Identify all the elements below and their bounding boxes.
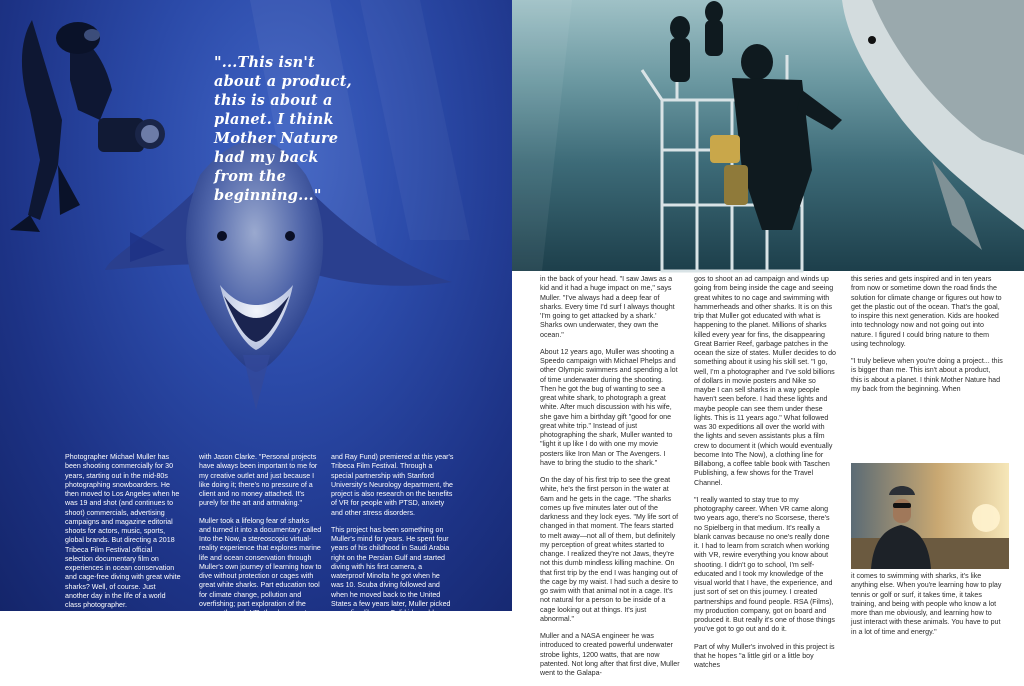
photographer-portrait (851, 463, 1009, 569)
cage-diving-illustration (512, 0, 1024, 271)
article-column-left-1 (65, 453, 181, 673)
article-column-right-3 (851, 275, 1003, 402)
paragraph: this series and gets inspired and in ten years from now or sometime down the road finds the solution for climate change or figures out how to get the plastic out of the ocean. That's the goal, to inspire this next generation. Kids are hooked into technology now and not going out into nature. I figured I could bring nature to them using technology. (851, 275, 1002, 348)
paragraph: with Jason Clarke. "Personal projects have always been important to me for my creative outlet and just because I like doing it; there's no pressure of a client and no money attached. It's purely for the art and artmaking." (199, 453, 318, 508)
cage-diving-photo (512, 0, 1024, 271)
paragraph: On the day of his first trip to see the great white, he's the first person in the water at 6am and he gets in the cage. "The sharks comes up five minutes later out of the darkness and they lock eyes. "My life sort of changed in that moment. The fears started to melt away—not all of them, but definitely my perception of great whites started to change. I realized they're not Jaws, they're not this dumb mindless killing machine. On that first trip by the end I was hanging out of the cage by my waist. I had such a desire to go swim with that animal not in a cage. It's not natural for a person to be inside of a cage looking out at things. It's just abnormal." (540, 476, 679, 623)
paragraph: Muller took a lifelong fear of sharks and turned it into a documentary called Into the Now, a stereoscopic virtual-reality experience that explores marine life and ocean conservation through Muller's own journey of learning how to dive without protection or cages with great white sharks. Part education tool for climate change, pollution and overfishing; part exploration of the oceans through VR, the documentary (partnered with the Leonardo DiCaprio Foundation's Shark (199, 516, 322, 636)
paragraph: "I really wanted to stay true to my photography career. When VR came along two years ago, there's no Scorsese, there's no Spielberg in that medium. It's really a blank canvas because no one's really done it. I had to learn from scratch when working with VR, rewire everything you know about shooting. I didn't go to school, I'm self-educated and I took my knowledge of the visual world that I have, the experience, and just sort of set on this journey. I created partnerships and found people. RSA (Films), my production company, got on board and produced it. But really it's one of those things you've got to go out and do it. (694, 495, 835, 634)
paragraph: About 12 years ago, Muller was shooting a Speedo campaign with Michael Phelps and other Olympic swimmers and spending a lot of time underwater during the shooting. Then he got the bug of wanting to see a great white shark, to photograph a great white. After much discussion with his wife, she gave him a birthday gift "good for one great white trip." Instead of just photographing the shark, Muller wanted to "light it up like I do with one my movie posters like Iron Man or The Avengers. I have to bring the studio to the shark." (540, 347, 678, 467)
paragraph: gos to shoot an ad campaign and winds up going from being inside the cage and seeing great whites to no cage and swimming with hammerheads and other sharks. It is on this trip that Muller got educated with what is happening to the planet. Millions of sharks killed every year for fins, the disappearing Great Barrier Reef, garbage patches in the ocean the size of states. Muller decides to do something about it using his skill set. "I go, well, I'm a photographer and I've sold billions of dollars in movie posters and Nike so maybe I can sell sharks in a way people haven't seen before. I had these lights and maybe people can see them under these lights. This is 11 years ago." What followed was 30 expeditions all over the world with the lights and seven assistants plus a film crew to document it (which would eventually become Into The Now), a clothing line for Billabong, a coffee table book with Taschen Publishing, a few shows for the Travel Channel. (694, 275, 836, 487)
diver-figure (10, 20, 165, 232)
paragraph: and Ray Fund) premiered at this year's Tribeca Film Festival. Through a special partnership with Stanford University's Neurology department, the project is also research on the benefits of VR for people with PTSD, anxiety and other stress disorders. (331, 453, 454, 517)
pull-quote: "...This isn't about a product, this is about a planet. I think Mother Nature had my back from the beginning..." (214, 54, 352, 204)
portrait-illustration (851, 463, 1009, 569)
paragraph: Photographer Michael Muller has been shooting commercially for 30 years, starting out in the mid-80s photographing snowboarders. He then moved to Los Angeles when he was 19 and shot (and continues to shoot) commercials, advertising campaigns and magazine editorial shoots for actors, music, sports, global brands. But directing a 2018 Tribeca Film Festival official selection documentary film on experiences in ocean conservation and cage-free diving with great white sharks? Well, of course. Just another day in the life of a world class photographer. (65, 453, 181, 609)
article-column-left-2 (199, 453, 322, 645)
paragraph: This project has been something on Muller's mind for years. He spent four years of his childhood in Saudi Arabia right on the Persian Gulf and started diving with his first camera, a waterproof Minolta he got when he was 10. Scuba diving followed and when he moved back to the United States a few years later, Muller picked up surfing like any Cali kid would. Northern California is known for a high concentration of great whites so it's always (331, 525, 452, 645)
shark-right (842, 0, 1024, 250)
article-column-right-1 (540, 275, 680, 686)
paragraph: Muller and a NASA engineer he was introduced to created powerful underwater strobe lights, 1200 watts, that are now patented. Not long after that first dive, Muller went to the Galapa- (540, 632, 680, 677)
paragraph: in the back of your head. "I saw Jaws as a kid and it had a huge impact on me," says Muller. "I've always had a deep fear of sharks. Every time I'd surf I always thought 'I'm going to get attacked by a shark.' Sharks own underwater, they own the ocean." (540, 275, 675, 339)
article-column-right-3-continued (851, 572, 1003, 645)
paragraph: "I've always made it a point to do personal projects over the course of my career," says Muller, who also happened to shoot this issue's cover story (65, 618, 180, 664)
paragraph: Part of why Muller's involved in this project is that he hopes "a little girl or a little boy watches (694, 642, 835, 669)
paragraph: "I truly believe when you're doing a project... this is bigger than me. This isn't about a product, this is about a planet. I think Mother Nature had my back from the beginning. When (851, 357, 1003, 393)
paragraph: it comes to swimming with sharks, it's like anything else. When you're learning how to play tennis or golf or surf, it takes time, it takes training, and being with people who know a lot more than me obviously, and learning how to just interact with these animals. You have to put in a lot of time and energy." (851, 572, 1002, 636)
article-column-left-3 (331, 453, 454, 654)
left-page (0, 0, 512, 664)
article-column-right-2 (694, 275, 836, 678)
